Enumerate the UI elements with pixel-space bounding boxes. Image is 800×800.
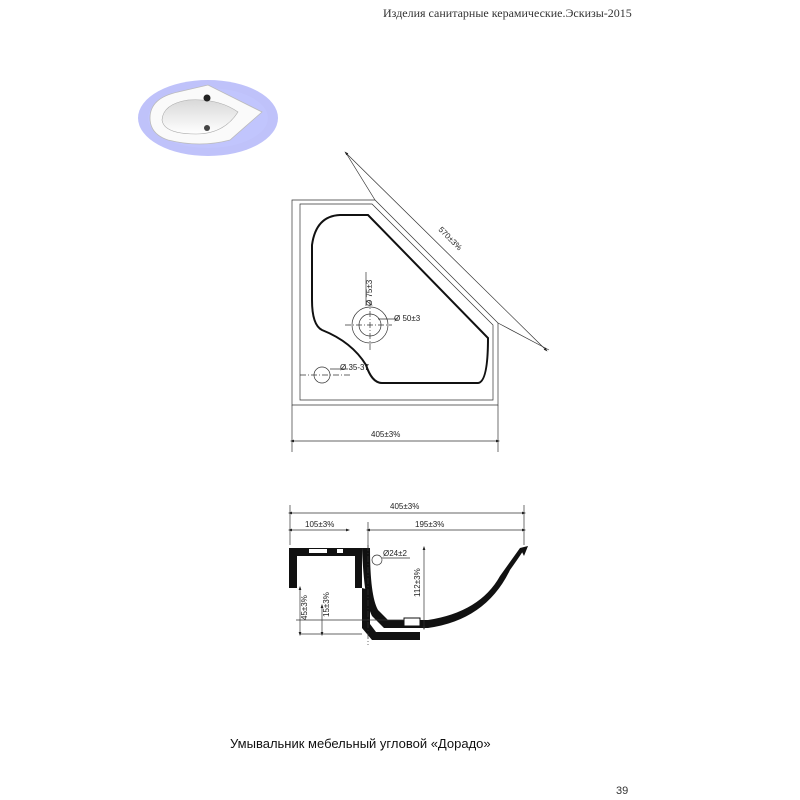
depth-dim: 112±3% bbox=[413, 568, 422, 597]
page-number: 39 bbox=[616, 785, 629, 797]
left-width-dim: 105±3% bbox=[305, 520, 335, 529]
drain-ring-dim: Ø 50±3 bbox=[394, 314, 421, 323]
height-15-dim: 15±3% bbox=[322, 592, 331, 617]
total-width-dim: 405±3% bbox=[390, 502, 420, 511]
document-header: Изделия санитарные керамические.Эскизы-2015 bbox=[383, 6, 632, 20]
top-view bbox=[292, 153, 549, 452]
tap-hole-dim: Ø 35-37 bbox=[340, 363, 369, 372]
right-width-dim: 195±3% bbox=[415, 520, 445, 529]
width-dim: 405±3% bbox=[371, 430, 401, 439]
drain-hole-dim: Ø 75±3 bbox=[365, 279, 374, 306]
height-45-dim: 45±3% bbox=[300, 595, 309, 620]
diagonal-dim: 570±3% bbox=[436, 225, 464, 253]
overflow-dim: Ø24±2 bbox=[383, 549, 407, 558]
section-view bbox=[289, 502, 528, 645]
product-photo bbox=[138, 80, 278, 156]
product-caption: Умывальник мебельный угловой «Дорадо» bbox=[230, 736, 491, 751]
